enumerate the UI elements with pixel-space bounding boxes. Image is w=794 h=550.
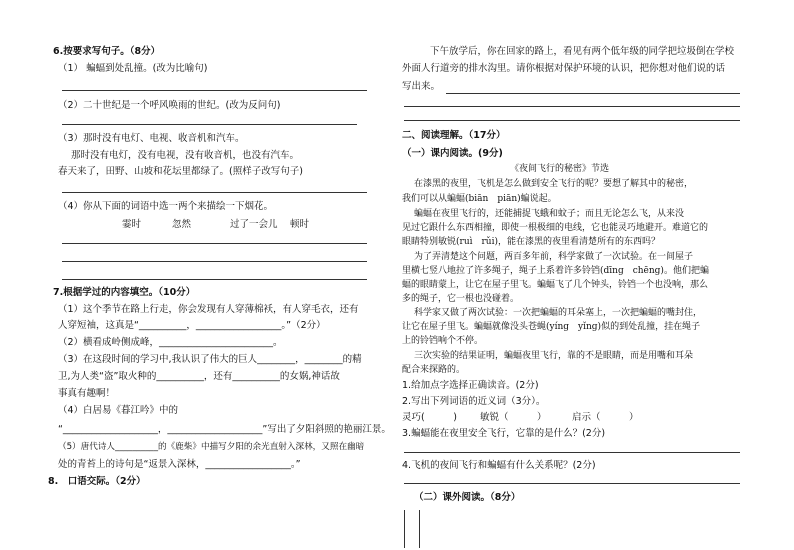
reading-q1: 1.给加点字选择正确读音。(2分) [402,380,539,391]
intro-line-1: 下午放学后，你在回家的路上，看见有两个低年级的同学把垃圾倒在学校 [430,46,735,57]
passage-line: 配合来探路的。 [402,365,466,375]
passage-line: 让它在屋子里飞。蝙蝠就像没头苍蝇(yíng yǐng)似的到处乱撞，挂在绳子 [402,322,701,332]
q7-item-3a: （3）在这段时间的学习中,我认识了伟大的巨人________，________的精 [58,354,362,365]
passage-line: 里横七竖八地拉了许多绳子，绳子上系着许多铃铛(dīng chēng)。他们把蝙 [402,266,709,276]
answer-line[interactable] [62,192,367,193]
section-2-title: 二、阅读理解。（17分） [402,130,506,141]
answer-line[interactable] [62,261,367,262]
passage-line: 多的绳子，它一根也没碰着。 [402,294,520,304]
q6-item-3-prompt: 春天来了，田野、山坡和花坛里都绿了。(照样子改写句子) [58,166,303,177]
intro-line-3: 写出来。 [402,81,441,92]
passage-line: 见过它跟什么东西相撞，即使一根极细的电线，它也能灵巧地避开。难道它的 [402,223,709,233]
word-option: 霎时 [122,219,142,230]
subsection-1-title: （一）课内阅读。(9分) [402,148,503,159]
margin-rule [404,510,405,548]
passage-line: 上的铃铛响个不停。 [402,336,484,346]
answer-line[interactable] [62,124,357,125]
reading-q4: 4.飞机的夜间飞行和蝙蝠有什么关系呢？(2分) [402,460,596,471]
passage-line: 我们可以从蝙蝠(biān piān)蝙说起。 [402,194,557,204]
answer-line[interactable] [62,243,367,244]
answer-line[interactable] [404,106,740,107]
q8-title: 8. 口语交际。（2分） [48,476,146,487]
passage-title: 《夜间飞行的秘密》节选 [510,164,610,174]
q6-item-3: （3）那时没有电灯、电视、收音机和汽车。 [58,133,245,144]
passage-line: 为了弄清楚这个问题，两百多年前，科学家做了一次试验。在一间屋子 [414,252,694,262]
passage-line: 眼睛特别敏锐(ruì rǔi)，能在漆黑的夜里看清楚所有的东西吗？ [402,237,660,247]
synonym-blank[interactable]: 灵巧( ) [402,412,457,423]
margin-rule [419,510,420,548]
answer-line[interactable] [404,452,740,453]
q7-item-4b: “____________________，____________________”写出了夕阳斜照的艳丽江景。 [58,424,391,435]
synonym-blank[interactable]: 启示（ ） [572,412,639,423]
q7-item-4a: （4）白居易《暮江吟》中的 [58,405,179,416]
subsection-2-title: （二）课外阅读。（8分） [414,492,521,503]
answer-line[interactable] [404,120,740,121]
q6-item-4: （4）你从下面的词语中选一两个来描绘一下烟花。 [58,201,274,212]
q7-item-1b: 人穿短袖，这真是“__________，__________________。”（2分） [58,320,326,331]
passage-line: 蝙蝠在夜里飞行的，还能捕捉飞蛾和蚊子；而且无论怎么飞，从来没 [414,209,685,219]
q6-item-1: （1） 蝙蝠到处乱撞。(改为比喻句) [58,63,208,74]
q6-title: 6.按要求写句子。（8分） [53,46,161,57]
q6-item-2: （2）二十世纪是一个呼风唤雨的世纪。(改为反问句) [58,100,281,111]
q7-item-1a: （1）这个季节在路上行走，你会发现有人穿薄棉袄，有人穿毛衣，还有 [58,304,359,315]
q7-item-2: （2）横看成岭侧成峰，________________________。 [58,337,283,348]
word-option: 忽然 [172,219,192,230]
q7-item-3c: 事真有趣啊！ [58,388,116,399]
q7-item-5a: （5）唐代诗人__________的《鹿柴》中描写夕阳的余光直射入深林，又照在幽暗 [58,442,365,452]
q6-item-3-example: 那时没有电灯，没有电视，没有收音机，也没有汽车。 [71,150,300,161]
q7-title: 7.根据学过的内容填空。（10分） [53,287,196,298]
answer-line[interactable] [62,90,367,91]
passage-line: 蝠的眼睛蒙上，让它在屋子里飞。蝙蝠飞了几个钟头，铃铛一个也没响，那么 [402,280,709,290]
answer-line[interactable] [404,483,740,484]
word-option: 顿时 [290,219,310,230]
word-option: 过了一会儿 [230,219,278,230]
q7-item-3b: 卫,为人类“盗”取火种的__________，还有__________的女娲,神话故 [58,371,340,382]
synonym-blank[interactable]: 敏锐（ ） [480,412,547,423]
reading-q2: 2.写出下列词语的近义词（3分）。 [402,396,546,407]
answer-line[interactable] [446,93,740,94]
q7-item-5b: 处的青苔上的诗句是“返景入深林，__________________。” [58,459,301,470]
answer-line[interactable] [62,279,367,280]
intro-line-2: 外面人行道旁的排水沟里。请你根据对保护环境的认识，把你想对他们说的话 [402,63,726,74]
reading-q3: 3.蝙蝠能在夜里安全飞行，它靠的是什么？(2分) [402,428,606,439]
passage-line: 科学家又做了两次试验：一次把蝙蝠的耳朵塞上，一次把蝙蝠的嘴封住， [414,308,703,318]
passage-line: 三次实验的结果证明，蝙蝠夜里飞行，靠的不是眼睛，而是用嘴和耳朵 [414,351,694,361]
passage-line: 在漆黑的夜里，飞机是怎么做到安全飞行的呢？要想了解其中的秘密， [414,179,694,189]
